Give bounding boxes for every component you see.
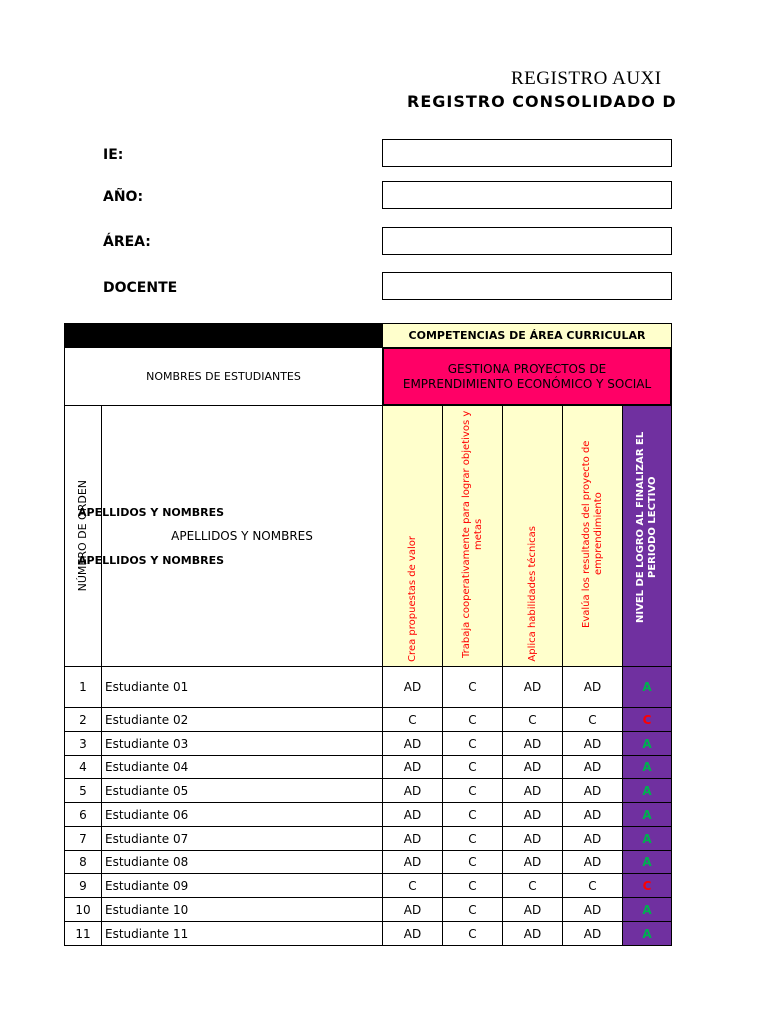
title-registro-auxiliar: REGISTRO AUXI <box>511 68 662 89</box>
field-label-docente: DOCENTE <box>103 280 178 296</box>
grade-cell: AD <box>382 755 443 779</box>
numero-orden-label: NÚMERO DE ORDEN <box>76 480 89 592</box>
grade-cell: AD <box>562 826 623 851</box>
grade-cell: C <box>442 921 503 946</box>
competencias-header: COMPETENCIAS DE ÁREA CURRICULAR <box>382 323 672 348</box>
grade-cell: C <box>442 802 503 827</box>
row-number: 4 <box>64 755 102 779</box>
row-number: 10 <box>64 897 102 922</box>
field-label-area: ÁREA: <box>103 234 151 250</box>
row-number: 7 <box>64 826 102 851</box>
overlap-label: APELLIDOS Y NOMBRES <box>78 554 225 567</box>
overlap-label: APELLIDOS Y NOMBRES <box>78 506 225 519</box>
row-number: 8 <box>64 850 102 874</box>
grade-cell: AD <box>562 778 623 803</box>
nivel-logro-cell: C <box>622 707 672 732</box>
nivel-logro-cell: A <box>622 921 672 946</box>
nivel-logro-cell: A <box>622 802 672 827</box>
grade-cell: C <box>562 873 623 898</box>
grade-cell: C <box>382 873 443 898</box>
grade-cell: AD <box>502 802 563 827</box>
nivel-logro-cell: A <box>622 850 672 874</box>
nombres-estudiantes-header: NOMBRES DE ESTUDIANTES <box>64 347 383 406</box>
row-number: 1 <box>64 666 102 708</box>
grade-cell: AD <box>562 666 623 708</box>
grade-cell: AD <box>502 850 563 874</box>
nivel-logro-cell: A <box>622 778 672 803</box>
nivel-logro-cell: A <box>622 897 672 922</box>
student-name: Estudiante 08 <box>101 850 383 874</box>
competencia-gestiona-proyectos: GESTIONA PROYECTOS DE EMPRENDIMIENTO ECONÓMICO Y SOCIAL <box>382 347 672 406</box>
grade-cell: AD <box>562 802 623 827</box>
grade-cell: C <box>442 778 503 803</box>
student-name: Estudiante 04 <box>101 755 383 779</box>
student-name: Estudiante 02 <box>101 707 383 732</box>
area-input[interactable] <box>382 227 672 255</box>
student-name: Estudiante 06 <box>101 802 383 827</box>
capacidad-header-3 <box>502 405 563 667</box>
grade-cell: C <box>442 897 503 922</box>
ie-input[interactable] <box>382 139 672 167</box>
capacidad-label: Evalúa los resultados del proyecto de emprendimiento <box>580 440 604 628</box>
grade-cell: AD <box>502 921 563 946</box>
grade-cell: AD <box>502 897 563 922</box>
grade-cell: AD <box>562 731 623 756</box>
field-label-anio: AÑO: <box>103 189 144 205</box>
student-name: Estudiante 11 <box>101 921 383 946</box>
capacidad-label: Trabaja cooperativamente para lograr objetivos y metas <box>460 410 484 658</box>
nivel-logro-cell: A <box>622 666 672 708</box>
grade-cell: AD <box>562 755 623 779</box>
grade-cell: C <box>442 826 503 851</box>
anio-input[interactable] <box>382 181 672 209</box>
grade-cell: AD <box>502 826 563 851</box>
grade-cell: C <box>442 755 503 779</box>
student-name: Estudiante 10 <box>101 897 383 922</box>
row-number: 3 <box>64 731 102 756</box>
capacidad-header-2 <box>442 405 503 667</box>
grade-cell: AD <box>382 731 443 756</box>
grade-cell: AD <box>562 897 623 922</box>
nivel-logro-cell: A <box>622 755 672 779</box>
numero-orden-header <box>64 405 102 667</box>
grade-cell: AD <box>502 778 563 803</box>
grade-cell: C <box>442 731 503 756</box>
grade-cell: C <box>502 873 563 898</box>
row-number: 9 <box>64 873 102 898</box>
nivel-logro-label: NIVEL DE LOGRO AL FINALIZAR EL PERIODO LECTIVO <box>635 431 658 623</box>
student-name: Estudiante 09 <box>101 873 383 898</box>
student-name: Estudiante 01 <box>101 666 383 708</box>
grade-cell: AD <box>382 826 443 851</box>
grade-cell: AD <box>502 755 563 779</box>
grade-cell: AD <box>382 921 443 946</box>
apellidos-nombres-label: APELLIDOS Y NOMBRES <box>171 529 313 543</box>
grade-cell: C <box>442 873 503 898</box>
grade-cell: C <box>562 707 623 732</box>
docente-input[interactable] <box>382 272 672 300</box>
capacidad-header-4 <box>562 405 623 667</box>
apellidos-nombres-header <box>101 405 383 667</box>
field-label-ie: IE: <box>103 147 124 163</box>
grade-cell: AD <box>502 731 563 756</box>
nivel-logro-cell: A <box>622 826 672 851</box>
student-name: Estudiante 07 <box>101 826 383 851</box>
grade-cell: AD <box>382 802 443 827</box>
grade-cell: C <box>442 707 503 732</box>
grade-cell: AD <box>562 850 623 874</box>
student-name: Estudiante 03 <box>101 731 383 756</box>
row-number: 5 <box>64 778 102 803</box>
header-black-band <box>64 323 383 348</box>
grade-cell: C <box>442 850 503 874</box>
grade-cell: C <box>442 666 503 708</box>
grade-cell: AD <box>382 666 443 708</box>
grade-cell: AD <box>562 921 623 946</box>
capacidad-label: Aplica habilidades técnicas <box>526 526 538 662</box>
nivel-logro-cell: C <box>622 873 672 898</box>
capacidad-label: Crea propuestas de valor <box>406 536 418 662</box>
row-number: 2 <box>64 707 102 732</box>
capacidad-header-1 <box>382 405 443 667</box>
grade-cell: AD <box>382 897 443 922</box>
grade-cell: AD <box>382 850 443 874</box>
grade-cell: AD <box>502 666 563 708</box>
row-number: 6 <box>64 802 102 827</box>
student-name: Estudiante 05 <box>101 778 383 803</box>
grade-cell: C <box>382 707 443 732</box>
title-registro-consolidado: REGISTRO CONSOLIDADO D <box>407 92 677 111</box>
nivel-logro-header <box>622 405 672 667</box>
grade-cell: C <box>502 707 563 732</box>
grade-cell: AD <box>382 778 443 803</box>
row-number: 11 <box>64 921 102 946</box>
nivel-logro-cell: A <box>622 731 672 756</box>
